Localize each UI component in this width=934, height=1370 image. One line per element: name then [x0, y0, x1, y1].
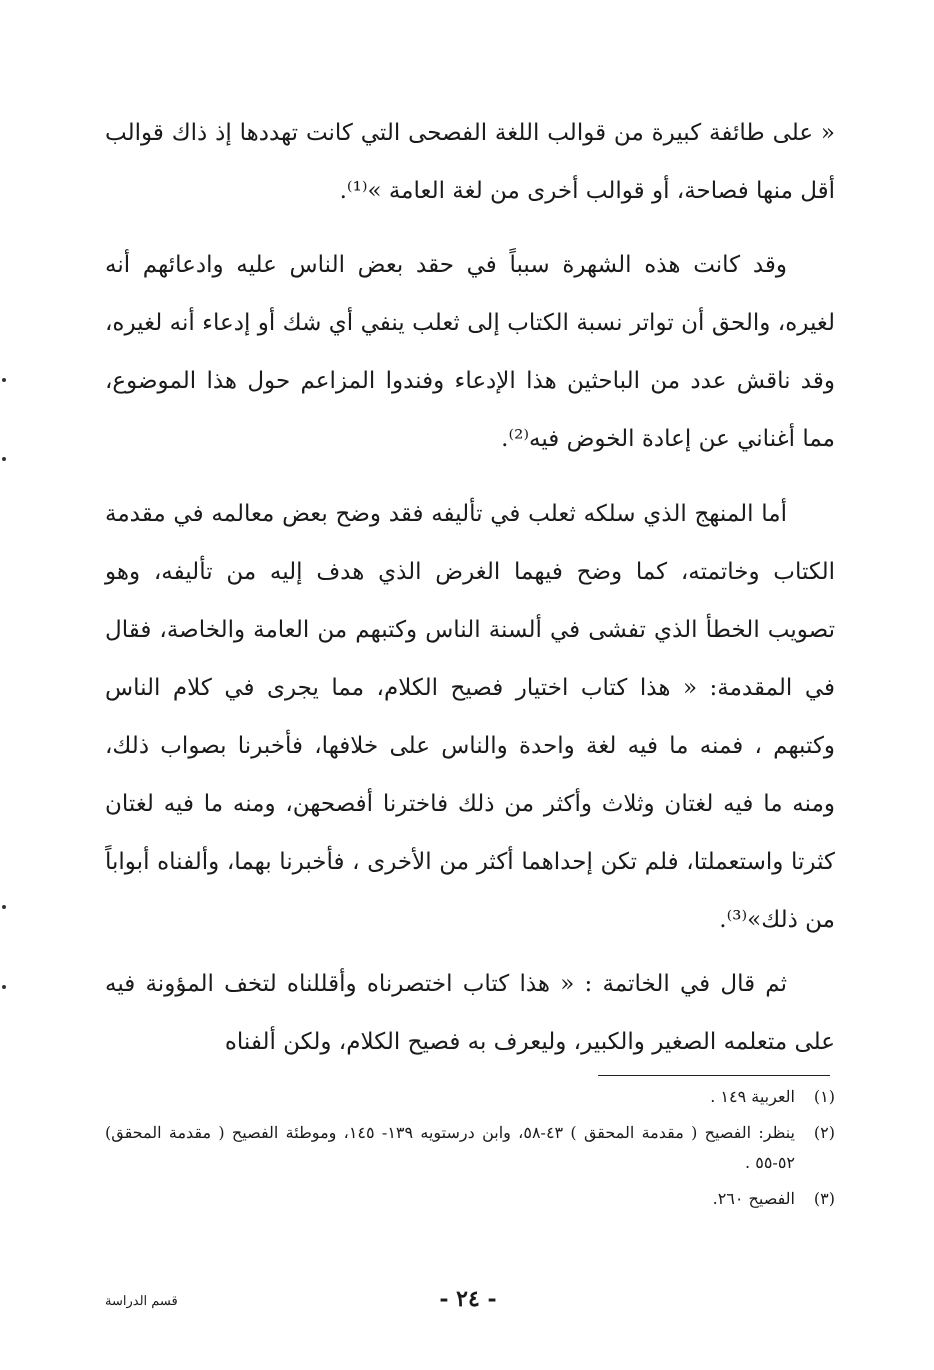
body-text-block: [105, 485, 835, 949]
scan-edge-mark: [2, 905, 6, 909]
footnote-number: (٣): [813, 1189, 835, 1208]
footnote-item: [105, 1082, 835, 1112]
footnote-text: العربية ١٤٩ .: [710, 1087, 795, 1106]
paragraph-authorship: وقد كانت هذه الشهرة سبباً في حقد بعض الناس عليه وادعائهم أنه لغيره، والحق أن تواتر نسبة الكتاب إلى ثعلب ينفي أي شك أو إدعاء أنه لغيره، وقد ناقش عدد من الباحثين هذا الإدعاء وفندوا المزاعم حول هذا الموضوع، مما أغناني عن إعادة الخوض فيه⁽²⁾.: [105, 252, 835, 452]
body-text-block: [105, 955, 835, 1071]
footnote-number: (١): [813, 1087, 835, 1106]
page-footer: [0, 1286, 934, 1316]
paragraph-method: أما المنهج الذي سلكه ثعلب في تأليفه فقد وضح بعض معالمه في مقدمة الكتاب وخاتمته، كما وضح فيهما الغرض الذي هدف إليه من تأليفه، وهو تصويب الخطأ الذي تفشى في ألسنة الناس وكتبهم من العامة والخاصة، فقال في المقدمة: « هذا كتاب اختيار فصيح الكلام، مما يجرى في كلام الناس وكتبهم ، فمنه ما فيه لغة واحدة والناس على خلافها، فأخبرنا بصواب ذلك، ومنه ما فيه لغتان وثلاث وأكثر من ذلك فاخترنا أفصحهن، ومنه ما فيه لغتان كثرتا واستعملتا، فلم تكن إحداهما أكثر من الأخرى ، فأخبرنا بهما، وألفناه أبواباً من ذلك»⁽³⁾.: [105, 501, 835, 933]
paragraph-conclusion: ثم قال في الخاتمة : « هذا كتاب اختصرناه وأقللناه لتخف المؤونة فيه على متعلمه الصغير والكبير، وليعرف به فصيح الكلام، ولكن ألفناه: [105, 971, 835, 1055]
page-number: - ٢٤ -: [439, 1286, 497, 1312]
footnote-item: [105, 1118, 835, 1178]
body-text-block: [105, 104, 835, 220]
footnote-number: (٢): [813, 1123, 835, 1142]
footnote-text: ينظر: الفصيح ( مقدمة المحقق ) ٤٣-٥٨، وابن درستويه ١٣٩- ١٤٥، وموطئة الفصيح ( مقدمة المحقق) ٥٢-٥٥ .: [105, 1123, 795, 1172]
footnotes: [105, 1082, 835, 1220]
body-text-block: [105, 236, 835, 468]
footnote-item: [105, 1184, 835, 1214]
paragraph-quote-continuation: « على طائفة كبيرة من قوالب اللغة الفصحى التي كانت تهددها إذ ذاك قوالب أقل منها فصاحة، أو قوالب أخرى من لغة العامة »⁽¹⁾.: [105, 120, 835, 204]
scan-edge-mark: [2, 378, 6, 382]
footnote-divider: [598, 1075, 830, 1076]
section-label: قسم الدراسة: [105, 1294, 178, 1309]
footnote-text: الفصيح ٢٦٠.: [712, 1189, 795, 1208]
scan-edge-mark: [2, 985, 6, 989]
scan-edge-mark: [2, 457, 6, 461]
